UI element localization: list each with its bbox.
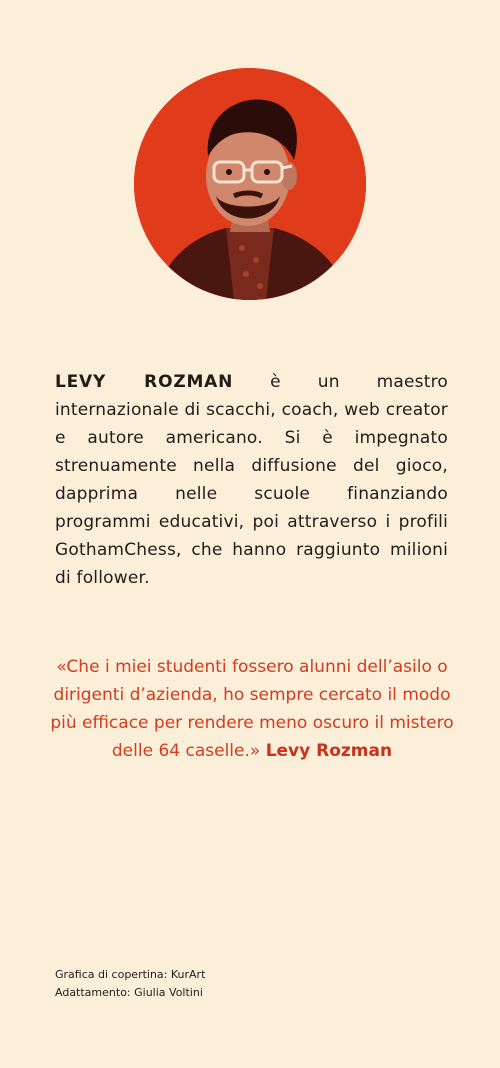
author-name: LEVY ROZMAN: [55, 372, 234, 392]
quote-text: «Che i miei studenti fossero alunni dell’asilo o dirigenti d’azienda, ho sempre cercato il modo più efficace per rendere meno oscuro il mistero delle 64 caselle.»: [50, 657, 454, 761]
credits: [55, 966, 205, 1002]
author-portrait-photo: [134, 68, 366, 300]
quote-author: Levy Rozman: [265, 741, 393, 761]
author-bio-text: è un maestro internazionale di scacchi, coach, web creator e autore americano. Si è impegnato strenuamente nella diffusione del gioco, dapprima nelle scuole finanziando programmi educativi, poi attraverso i profili GothamChess, che hanno raggiunto milioni di follower.: [55, 372, 448, 588]
author-bio: [55, 368, 448, 592]
author-quote: [50, 653, 454, 765]
cover-credit: Grafica di copertina: KurArt: [55, 968, 206, 981]
author-portrait: [134, 68, 366, 300]
adaptation-credit: Adattamento: Giulia Voltini: [55, 986, 203, 999]
